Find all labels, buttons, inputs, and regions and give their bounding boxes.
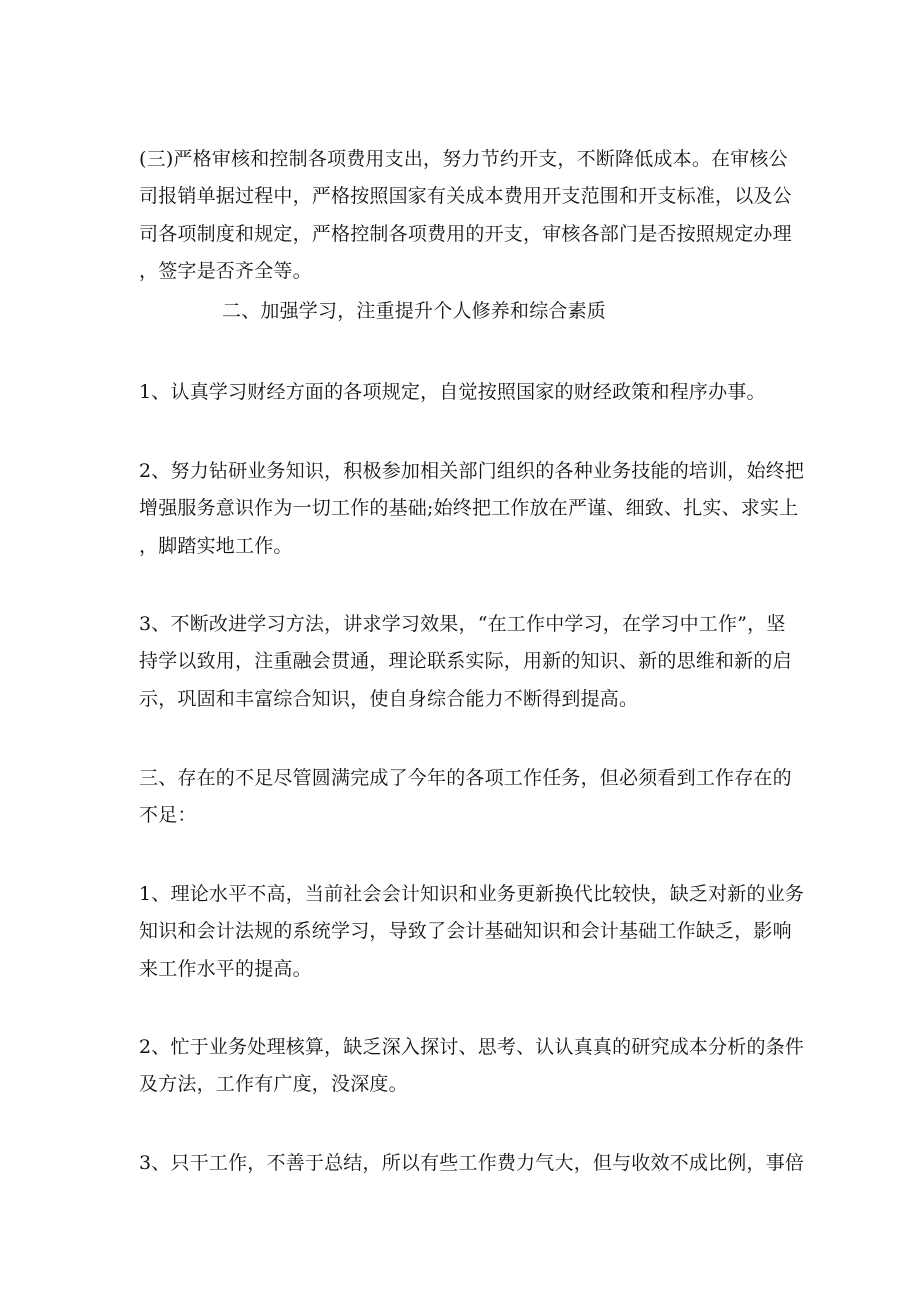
paragraph-4-line-1: 2、努力钻研业务知识，积极参加相关部门组织的各种业务技能的培训，始终把 xyxy=(139,460,805,482)
paragraph-5-line-2: 持学以致用，注重融会贯通，理论联系实际，用新的知识、新的思维和新的启 xyxy=(139,650,792,672)
paragraph-4-line-3: ，脚踏实地工作。 xyxy=(139,535,293,557)
paragraph-6-line-1: 三、存在的不足尽管圆满完成了今年的各项工作任务，但必须看到工作存在的 xyxy=(139,767,792,789)
paragraph-1-line-4: ，签字是否齐全等。 xyxy=(139,260,312,282)
paragraph-6-line-2: 不足： xyxy=(139,804,197,826)
paragraph-4-line-2: 增强服务意识作为一切工作的基础;始终把工作放在严谨、细致、扎实、求实上 xyxy=(139,497,799,519)
paragraph-7-line-3: 来工作水平的提高。 xyxy=(139,958,312,980)
paragraph-1-line-2: 司报销单据过程中，严格按照国家有关成本费用开支范围和开支标准，以及公 xyxy=(139,185,792,207)
paragraph-7-line-1: 1、理论水平不高，当前社会会计知识和业务更新换代比较快，缺乏对新的业务 xyxy=(139,883,805,905)
paragraph-7-line-2: 知识和会计法规的系统学习，导致了会计基础知识和会计基础工作缺乏，影响 xyxy=(139,920,792,942)
section-heading: 二、加强学习，注重提升个人修养和综合素质 xyxy=(222,300,607,322)
paragraph-1-line-1: (三)严格审核和控制各项费用支出，努力节约开支，不断降低成本。在审核公 xyxy=(139,148,788,170)
paragraph-8-line-1: 2、忙于业务处理核算，缺乏深入探讨、思考、认认真真的研究成本分析的条件 xyxy=(139,1036,805,1058)
paragraph-3-line-1: 1、认真学习财经方面的各项规定，自觉按照国家的财经政策和程序办事。 xyxy=(139,381,766,403)
paragraph-5-line-1: 3、不断改进学习方法，讲求学习效果，“在工作中学习，在学习中工作”，坚 xyxy=(139,613,786,635)
paragraph-1-line-3: 司各项制度和规定，严格控制各项费用的开支，审核各部门是否按照规定办理 xyxy=(139,223,792,245)
paragraph-9-line-1: 3、只干工作，不善于总结，所以有些工作费力气大，但与收效不成比例，事倍 xyxy=(139,1152,805,1174)
paragraph-8-line-2: 及方法，工作有广度，没深度。 xyxy=(139,1073,408,1095)
paragraph-5-line-3: 示，巩固和丰富综合知识，使自身综合能力不断得到提高。 xyxy=(139,688,639,710)
